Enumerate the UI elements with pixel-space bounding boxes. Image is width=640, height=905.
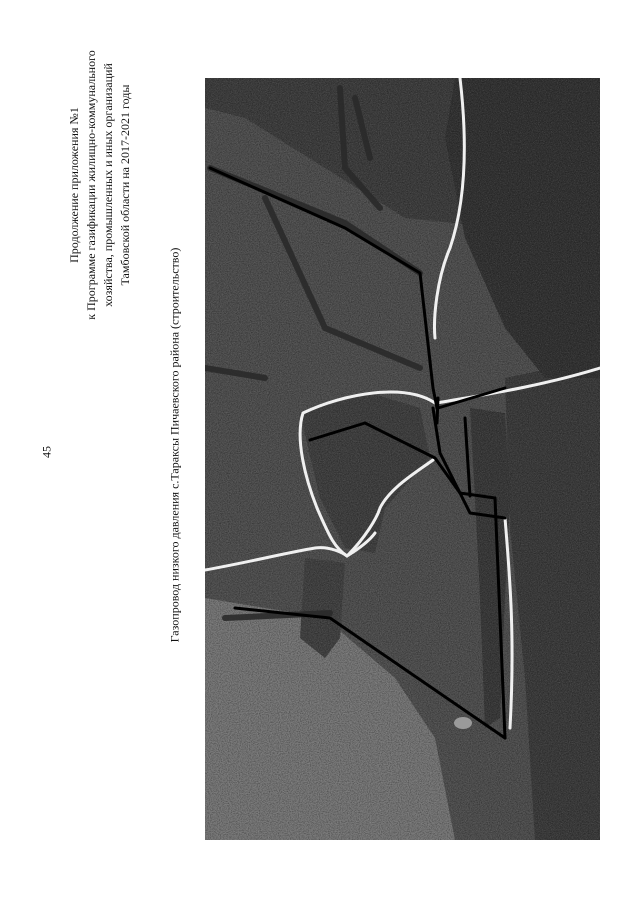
map-title: Газопровод низкого давления с.Тараксы Пичаевского района (строительство) bbox=[167, 247, 182, 643]
page-number: 45 bbox=[39, 446, 54, 458]
map-canvas bbox=[205, 78, 600, 840]
header-line-4: Тамбовской области на 2017-2021 годы bbox=[118, 84, 132, 286]
satellite-map bbox=[205, 78, 600, 840]
header-line-3: хозяйства, промышленных и иных организаций bbox=[101, 63, 115, 307]
header-line-1: Продолжение приложения №1 bbox=[67, 107, 81, 263]
header-line-2: к Программе газификации жилищно-коммунального bbox=[84, 50, 98, 320]
pipeline-segment-h bbox=[437, 398, 438, 423]
appendix-header bbox=[66, 50, 134, 319]
pond bbox=[454, 717, 472, 729]
